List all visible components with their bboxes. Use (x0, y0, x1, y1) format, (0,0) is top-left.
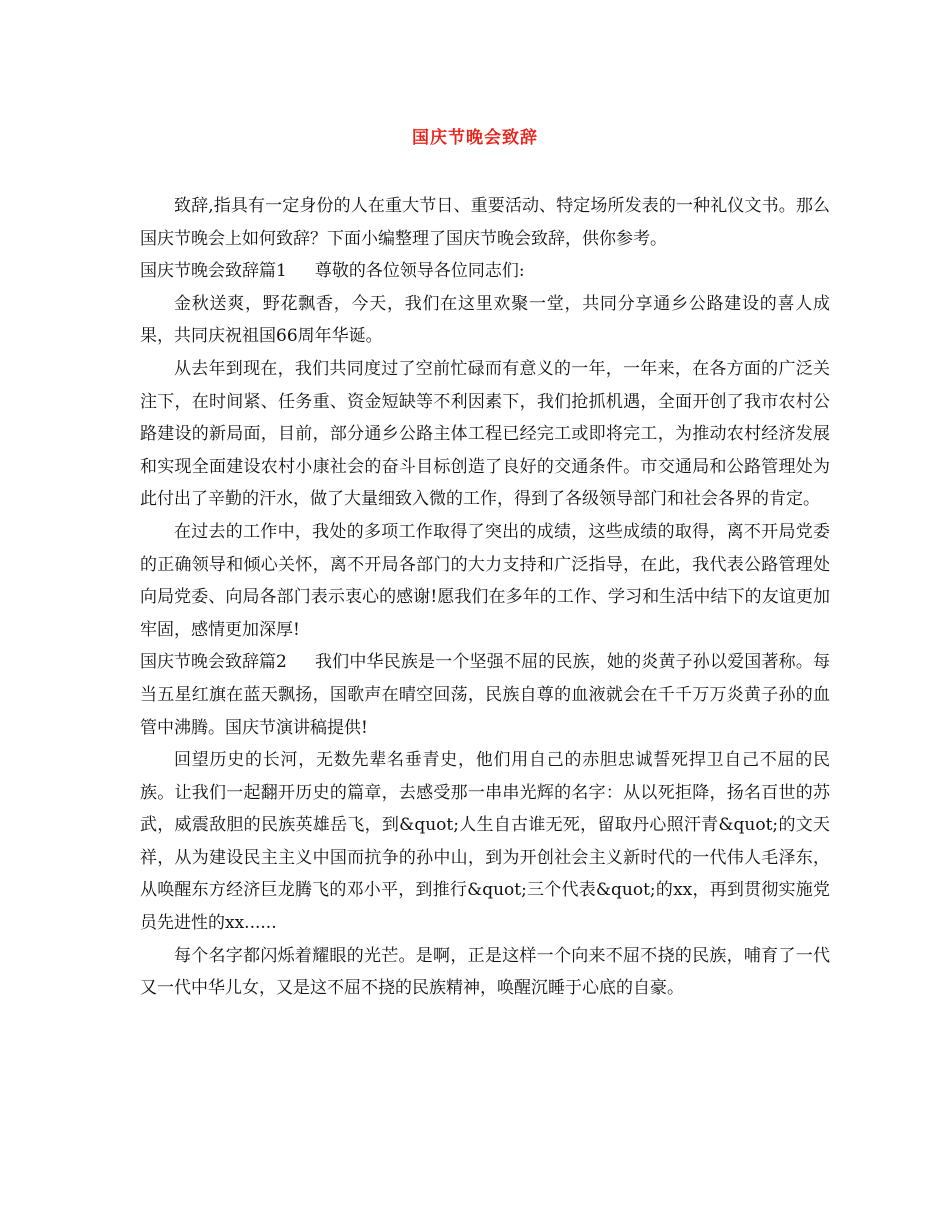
section-2-heading-line (140, 646, 830, 744)
section-1-paragraph-3: 在过去的工作中，我处的多项工作取得了突出的成绩，这些成绩的取得，离不开局党委的正确领导和倾心关怀，离不开局各部门的大力支持和广泛指导，在此，我代表公路管理处向局党委、向局各部门表示衷心的感谢!愿我们在多年的工作、学习和生活中结下的友谊更加牢固，感情更加深厚! (140, 521, 830, 640)
intro-paragraph: 致辞,指具有一定身份的人在重大节日、重要活动、特定场所发表的一种礼仪文书。那么国庆节晚会上如何致辞？下面小编整理了国庆节晚会致辞，供你参考。 (140, 196, 830, 249)
section-2-paragraph-2: 每个名字都闪烁着耀眼的光芒。是啊，正是这样一个向来不屈不挠的民族，哺育了一代又一代中华儿女，又是这不屈不挠的民族精神，唤醒沉睡于心底的自豪。 (140, 945, 830, 999)
section-1-paragraph-2: 从去年到现在，我们共同度过了空前忙碌而有意义的一年，一年来，在各方面的广泛关注下，在时间紧、任务重、资金短缺等不利因素下，我们抢抓机遇，全面开创了我市农村公路建设的新局面，目前，部分通乡公路主体工程已经完工或即将完工，为推动农村经济发展和实现全面建设农村小康社会的奋斗目标创造了良好的交通条件。市交通局和公路管理处为此付出了辛勤的汗水，做了大量细致入微的工作，得到了各级领导部门和社会各界的肯定。 (140, 358, 830, 510)
section-1-label: 国庆节晚会致辞篇1 (140, 261, 287, 282)
section-1-heading-line (140, 255, 830, 288)
section-2-paragraph-1: 回望历史的长河，无数先辈名垂青史，他们用自己的赤胆忠诚誓死捍卫自己不屈的民族。让我们一起翻开历史的篇章，去感受那一串串光辉的名字：从以死拒降，扬名百世的苏武，威震敌胆的民族英雄岳飞，到&quot;人生自古谁无死，留取丹心照汗青&quot;的文天祥，从为建设民主主义中国而抗争的孙中山，到为开创社会主义新时代的一代伟人毛泽东，从唤醒东方经济巨龙腾飞的邓小平，到推行&quot;三个代表&quot;的xx，再到贯彻实施党员先进性的xx...... (140, 750, 830, 934)
section-1-lead: 尊敬的各位领导各位同志们: (314, 261, 525, 282)
document-body (140, 190, 830, 1005)
section-2-label: 国庆节晚会致辞篇2 (140, 652, 287, 673)
section-1-paragraph-1: 金秋送爽，野花飘香，今天，我们在这里欢聚一堂，共同分享通乡公路建设的喜人成果，共同庆祝祖国66周年华诞。 (140, 293, 830, 347)
section-2-lead: 我们中华民族是一个坚强不屈的民族，她的炎黄子孙以爱国著称。每当五星红旗在蓝天飘扬，国歌声在晴空回荡，民族自尊的血液就会在千千万万炎黄子孙的血管中沸腾。国庆节演讲稿提供! (140, 652, 830, 738)
document-title: 国庆节晚会致辞 (412, 128, 538, 148)
